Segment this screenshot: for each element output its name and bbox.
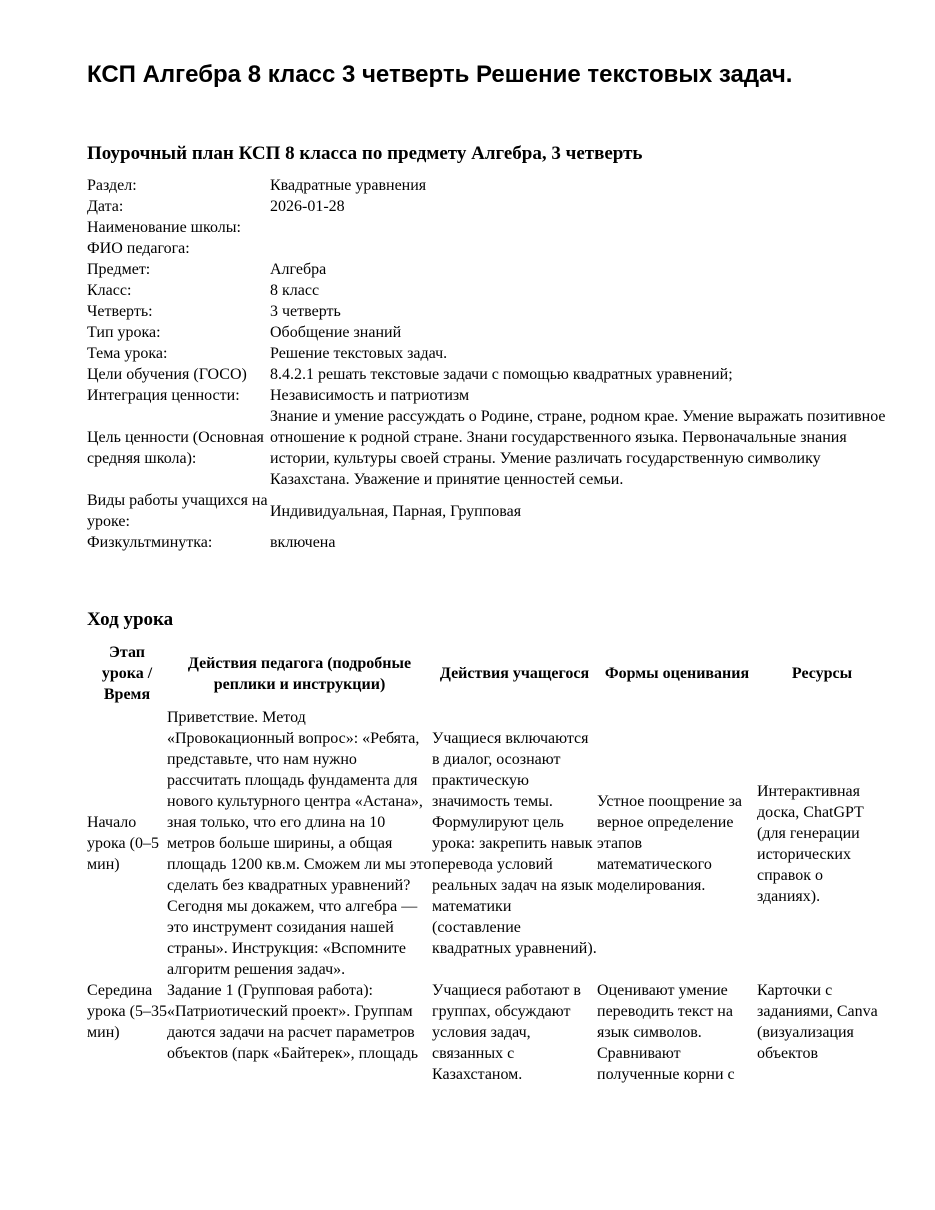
info-row [87,322,887,343]
info-value: Решение текстовых задач. [270,345,448,362]
info-row [87,490,887,532]
info-label: Тема урока: [87,345,168,362]
info-value: 3 четверть [270,303,341,320]
info-value: Индивидуальная, Парная, Групповая [270,502,522,520]
info-value [270,217,887,238]
info-value: включена [270,534,336,551]
cell-teacher-actions: Задание 1 (Групповая работа): «Патриотический проект». Группам даются задачи на расчет параметров объектов (парк «Байтерек», площадь [167,982,419,1062]
info-value [270,238,887,259]
info-row [87,259,887,280]
column-header-assessment: Формы оценивания [604,665,750,682]
info-value: Обобщение знаний [270,324,402,341]
info-row [87,364,887,385]
table-header-row [87,640,887,707]
info-label: Наименование школы: [87,219,241,236]
info-label: Дата: [87,198,124,215]
lesson-progress-heading: Ход урока [87,609,174,630]
info-value: 8.4.2.1 решать текстовые задачи с помощью квадратных уравнений; [270,366,733,383]
lesson-info-table [87,175,887,553]
cell-stage: Начало урока (0–5 мин) [87,814,159,873]
cell-stage: Середина урока (5–35 мин) [87,982,167,1041]
info-value: Независимость и патриотизм [270,387,470,404]
info-label: Класс: [87,282,132,299]
column-header-stage: Этап урока / Время [101,644,153,703]
cell-teacher-actions: Приветствие. Метод «Провокационный вопрос»: «Ребята, представьте, что нам нужно рассчитать площадь фундамента для нового культурного центра «Астана», зная только, что его длина на 10 метров больше ширины, а общая площадь 1200 кв.м. Сможем ли мы это сделать без квадратных уравнений? Сегодня мы докажем, что алгебра — это инструмент созидания нашей страны». Инструкция: «Вспомните алгоритм решения задач». [167,709,432,978]
info-value: Знание и умение рассуждать о Родине, стране, родном крае. Умение выражать позитивное отношение к родной стране. Знани государственного языка. Первоначальные знания истории, культуры своей страны. Умение различать государственную символику Казахстана. Уважение и принятие ценностей семьи. [270,408,886,488]
info-row [87,343,887,364]
info-label: Цель ценности (Основная средняя школа): [87,429,264,467]
info-row [87,532,887,553]
info-label: Виды работы учащихся на уроке: [87,492,268,530]
info-label: Цели обучения (ГОСО) [87,366,247,383]
info-row [87,196,887,217]
info-row [87,301,887,322]
info-value: Алгебра [270,261,327,278]
column-header-resources: Ресурсы [791,665,853,682]
document-title: КСП Алгебра 8 класс 3 четверть Решение текстовых задач. [87,61,793,88]
info-row [87,175,887,196]
info-value: 2026-01-28 [270,198,345,215]
info-label: Четверть: [87,303,153,320]
info-row [87,406,887,490]
info-label: Раздел: [87,177,137,194]
cell-assessment: Оценивают умение переводить текст на язык символов. Сравнивают полученные корни с [597,982,735,1083]
info-label: Тип урока: [87,324,161,341]
cell-student-actions: Учащиеся работают в группах, обсуждают условия задач, связанных с Казахстаном. [432,982,581,1083]
info-row [87,238,887,259]
plan-subtitle: Поурочный план КСП 8 класса по предмету Алгебра, 3 четверть [87,143,643,164]
column-header-student-actions: Действия учащегося [439,665,590,682]
table-row [87,707,887,980]
cell-resources: Карточки с заданиями, Canva (визуализация объектов [757,982,878,1062]
info-label: Физкультминутка: [87,534,213,551]
info-label: Интеграция ценности: [87,387,240,404]
cell-assessment: Устное поощрение за верное определение этапов математического моделирования. [597,793,742,894]
cell-student-actions: Учащиеся включаются в диалог, осознают практическую значимость темы. Формулируют цель урока: закрепить навык перевода условий реальных задач на язык математики (составление квадратных уравнений). [432,730,597,957]
info-row [87,217,887,238]
info-value: Квадратные уравнения [270,177,427,194]
column-header-teacher-actions: Действия педагога (подробные реплики и инструкции) [187,654,412,693]
info-label: Предмет: [87,261,151,278]
info-label: ФИО педагога: [87,240,190,257]
lesson-progress-table [87,640,887,1085]
info-value: 8 класс [270,282,320,299]
info-row [87,280,887,301]
table-row [87,980,887,1085]
cell-resources: Интерактивная доска, ChatGPT (для генерации исторических справок о зданиях). [757,782,864,905]
info-row [87,385,887,406]
